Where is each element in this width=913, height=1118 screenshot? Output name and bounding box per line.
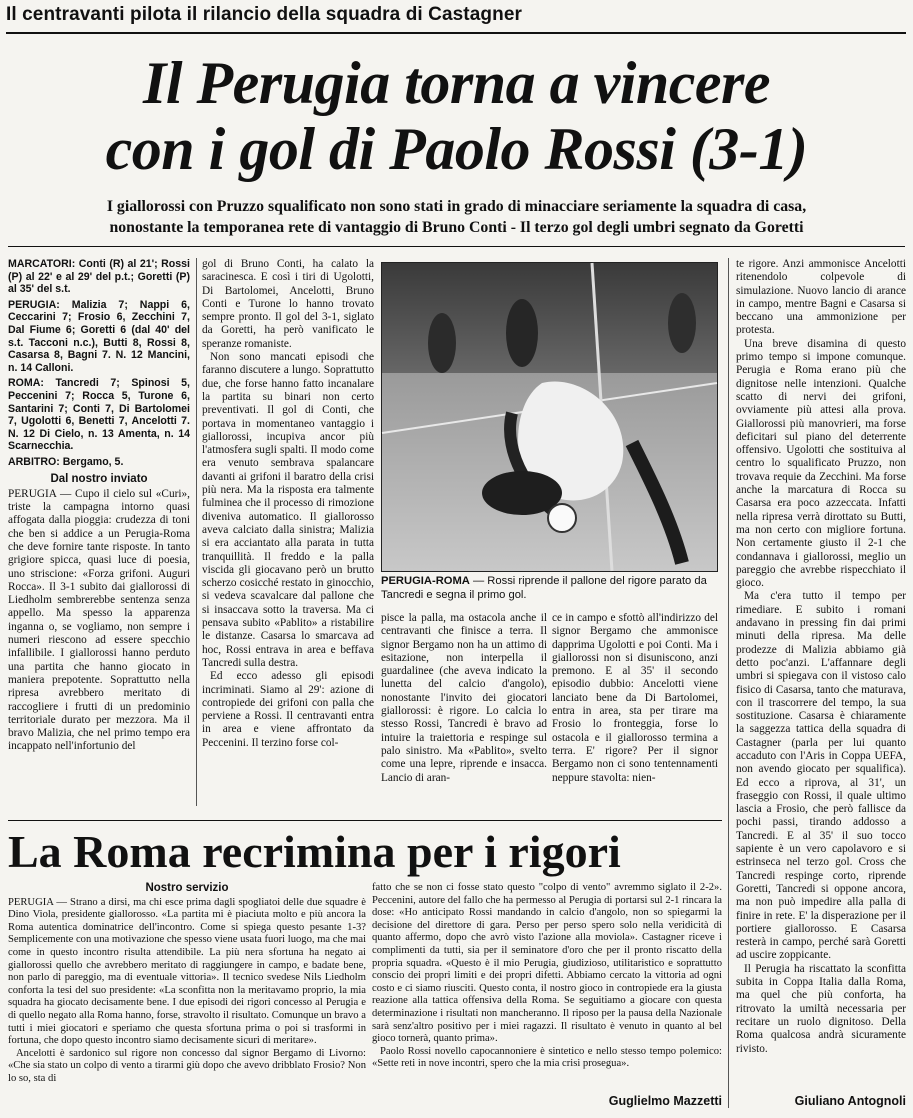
roma-lineup: Tancredi 7; Spinosi 5, Peccenini 7; Rocca 5, Turone 6, Santarini 7; Conti 7, Di Bartolomei 7, Ugolotti 6, Benetti 7, Ancelotti 7. N. 12 Di Cielo, n. 13 Amenta, n. 14 Scarnecchia. bbox=[8, 377, 190, 453]
referee: Bergamo, 5. bbox=[62, 455, 124, 468]
article-column-2 bbox=[202, 258, 374, 808]
caption-label: PERUGIA-ROMA bbox=[381, 575, 470, 587]
article-column-3 bbox=[381, 612, 547, 812]
caption-text: — Rossi riprende il pallone del rigore parato da Tancredi e segna il primo gol. bbox=[381, 575, 707, 601]
deck-rule bbox=[8, 246, 905, 247]
perugia-lineup: Malizia 7; Nappi 6, Ceccarini 7; Frosio 6, Zecchini 7, Dal Fiume 6; Goretti 6 (dal 40' del s.t. Tacconi n.c.), Butti 8, Rossi 8, Casarsa 8, Bagni 7. N. 12 Mancini, n. 14 Calloni. bbox=[8, 298, 190, 374]
main-headline bbox=[0, 50, 913, 182]
roma-label: ROMA: bbox=[8, 377, 44, 390]
referee-label: ARBITRO: bbox=[8, 455, 60, 468]
headline-line-2: con i gol di Paolo Rossi (3-1) bbox=[105, 116, 808, 182]
article2-signature: Guglielmo Mazzetti bbox=[608, 1094, 722, 1108]
article1-col1-text: PERUGIA — Cupo il cielo sul «Curi», triste la campagna intorno quasi affogata dalla pioggia: crudezza di toni che ben si addice a un Perugia-Roma che deve fornire tante risposte. In tanto grigiore spicca, quasi luce di poesia, uno striscione: «Forza grifoni. Auguri Rocca». Il 3-1 subito dai giallorossi di Liedholm sembrerebbe sentenza senza appello. Ma spesso la apparenza inganna o, se vogliamo, non sempre i numeri riescono ad essere specchio infallibile. I giallorossi hanno perduto una partita che hanno giocato in maniera prepotente. Soprattutto nella ripresa avrebbero meritato di raccogliere i frutti di un predominio territoriale durato per mezzora. Ma il bravo Malizia, che nel primo tempo era incappato nell'infortunio del bbox=[8, 487, 190, 753]
scorers: Conti (R) al 21'; Rossi (P) al 22' e al 29' del p.t.; Goretti (P) al 35' del s.t. bbox=[8, 258, 190, 296]
column-divider bbox=[196, 258, 197, 806]
scorers-label: MARCATORI: bbox=[8, 258, 76, 270]
subheadline bbox=[8, 196, 905, 238]
headline-line-1: Il Perugia torna a vincere bbox=[143, 50, 770, 116]
photo-scene-icon bbox=[382, 263, 717, 571]
article1-col5d-text: Il Perugia ha riscattato la sconfitta subita in Coppa Italia dalla Roma, ma quel che più conforta, ha ritrovato la umiltà necessaria per recitare un ruolo dignitoso. Della Roma qualcosa andrà sicuramente rivisto. bbox=[736, 962, 906, 1055]
correspondent-byline: Dal nostro inviato bbox=[50, 472, 148, 485]
story2-column-1 bbox=[8, 882, 366, 1118]
article-column-5 bbox=[736, 258, 906, 1088]
article1-col5a-text: te rigore. Anzi ammonisce Ancelotti ritenendolo colpevole di simulazione. Nuovo lancio di arance in campo, mentre Bagni e Casarsa si beccano una ammonizione per protesta. bbox=[736, 258, 906, 337]
article2-col1a-text: PERUGIA — Strano a dirsi, ma chi esce prima dagli spogliatoi delle due squadre è Dino Viola, presidente giallorosso. «La partita mi è piaciuta molto e più ancora la Roma autentica dominatrice dell'incontro. Come si spiega questo pesante 1-3? Semplicemente con una motivazione che spesso viene usata fuori luogo, ma che mai come in questo incontro risulta attendibile. La più nera sfortuna ha negato ai giallorossi quello che avrebbero meritato di raggiungere in campo, e badate bene, non parlo di pareggio, ma di eventuale vittoria». Il tecnico svedese Nils Liedholm conforta la tesi del suo presidente: «La sconfitta non la meritavamo proprio, la mia squadra ha giocato decisamente bene. I due episodi dei rigori concesso al Perugia e di quello negato alla Roma hanno, forse, stravolto il risultato. Comunque un bravo a tutti i miei giocatori e speriamo che questa sfortuna prima o poi si trasformi in fortuna, che dopo questo incontro siamo decisamente sicuri di meritare». bbox=[8, 896, 367, 1047]
article1-col2a-text: gol di Bruno Conti, ha calato la saracinesca. E così i tiri di Ugolotti, Di Bartolomei, Ancelotti, Bruno Conti e Turone lo hanno trovato sempre pronto. Il gol del 3-1, siglato da Goretti, ha però vanificato le speranze romaniste. bbox=[202, 258, 374, 350]
article-column-4 bbox=[552, 612, 718, 812]
article2-col1b-text: Ancelotti è sardonico sul rigore non concesso dal signor Bergamo di Livorno: «Che sia stato un colpo di vento a tirarmi giù dopo che avevo dribblato Frosio? Non lo so, sta di bbox=[8, 1047, 366, 1084]
section-kicker bbox=[6, 4, 906, 34]
perugia-label: PERUGIA: bbox=[8, 298, 60, 311]
article1-col5c-text: Ma c'era tutto il tempo per rimediare. E subito i romani andavano in pressing fin dai primi minuti della ripresa. Ma delle prodezze di Malizia abbiamo già detto poc'anzi. L'affannare degli umbri si spiegava con il vistoso calo fisico di Casarsa, tanto che maturava, con il trascorrere del tempo, la sua sostituzione. Casarsa è chiaramente la saggezza tattica della squadra di Castagner (parla per lui quanto accaduto con l'Aris in Coppa UEFA, non avendo giocato per squalifica). Ed ecco a riprova, al 31', un fraseggio con Rossi, il quale ultimo lascia a Frosio, che però fallisce da pochi passi, tirando addosso a Tancredi. E al 35' il suo tocco sapiente è un vero capolavoro e si estrinseca nel terzo gol. Cross che Tancredi respinge corto, riprende Goretti, Tancredi si oppone ancora, ma non può impedire alla palla di finire in rete. E' la disperazione per il portiere giallorosso. E Casarsa resterà in campo, perché sarà Goretti ad uscire zoppicante. bbox=[736, 590, 906, 962]
photo-caption bbox=[381, 575, 716, 602]
kicker-text: Il centravanti pilota il rilancio della squadra di Castagner bbox=[6, 4, 522, 25]
match-photo bbox=[381, 262, 718, 572]
story2-byline: Nostro servizio bbox=[145, 882, 229, 894]
column-divider bbox=[728, 258, 729, 1108]
match-stats bbox=[8, 258, 190, 469]
article1-col2b-text: Non sono mancati episodi che faranno discutere a lungo. Soprattutto due, che forse hanno fatto incanalare la partita su binari non certo preventivati. Il gol di Conti, che portava in momentaneo vantaggio i giallorossi, incupiva ancor più l'atmosfera sugli spalti. Il modo come era venuto sembrava spalancare davanti ai grifoni il baratro della crisi più nera. Ma la risposta era talmente fulminea che il processo di rimozione diveniva automatico. Il giallorosso aveva calciato dalla sinistra; Malizia si era acciantato alla parata in tutta tranquillità. Il freddo e la palla viscida gli giocavano però un brutto scherzo cosicché restato in ginocchio, si vedeva scavalcare dal pallone che si insaccava sotto la traversa. Ma ci pensava subito «Pablito» a ristabilire le distanze. Casarsa lo smarcava ad hoc, Rossi entrava in area e beffava Tancredi sulla destra. bbox=[202, 351, 374, 669]
subheadline-line-2: nonostante la temporanea rete di vantaggio di Bruno Conti - Il terzo gol degli umbri segnato da Goretti bbox=[109, 219, 804, 236]
article2-col2a-text: fatto che se non ci fosse stato questo "colpo di vento" avremmo siglato il 2-2». Peccenini, autore del fallo che ha permesso al Perugia di portarsi sul 2-1 rincara la dose: «Ho anticipato Rossi mandando in calcio d'angolo, non so spiegarmi la decisione del direttore di gara. Perso per perso spero solo nella veridicità di quanto affermo, dopo che avrò visto l'azione alla moviola». Castagner riceve i complimenti da tutti, sia per il seminatore d'oro che per il pronto riscatto della propria squadra. «Questo è il mio Perugia, giudizioso, utilitaristico e soprattutto conscio dei propri limiti e dei propri difetti. Abbiamo cercato la vittoria ad ogni costo e ci siamo riusciti. Questo conta, il nostro gioco in contropiede era la giusta reazione alla tattica offensiva della Roma. Se seguitiamo a giocare con questa determinazione i risultati non mancheranno. Il riposo per la pausa della Nazionale sarà senz'altro positivo per i miei ragazzi. Il risultato è venuto in quanto al bel gioco tornerà, quanto prima». bbox=[372, 882, 722, 1045]
article1-col2c-text: Ed ecco adesso gli episodi incriminati. Siamo al 29': azione di contropiede dei grifoni con palla che perviene a Rossi. Il centravanti entra in area e viene affrontato da Peccenini. Il terzino forse col- bbox=[202, 670, 374, 749]
article1-col3-text: pisce la palla, ma ostacola anche il centravanti che finisce a terra. Il signor Bergamo non ha un attimo di esitazione, non interpella il guardalinee (che aveva indicato la lunetta del calcio d'angolo), nonostante l'invito dei giocatori giallorossi: è rigore. Lo calcia lo stesso Rossi, Tancredi è bravo ad intuire la traiettoria e respinge sul palo sinistro. Ma «Pablito», svelto come una lepre, riprende e insacca. Lancio di aran- bbox=[381, 612, 547, 784]
story2-column-2 bbox=[372, 882, 722, 1070]
article1-col4-text: ce in campo e sfottò all'indirizzo del signor Bergamo che ammonisce dapprima Ugolotti e poi Conti. Ma i giallorossi non si disuniscono, anzi premono. E al 35' il secondo episodio dubbio: Ancelotti viene lanciato bene da Di Bartolomei, entra in area, sta per tirare ma Frosio lo fronteggia, forse lo ostacola e il giallorosso termina a terra. E' rigore? Per il signor Bergamo non ci sono tentennamenti neppure stavolta: nien- bbox=[552, 612, 718, 784]
article-column-1 bbox=[8, 258, 190, 808]
article1-col5b-text: Una breve disamina di questo primo tempo si impone comunque. Perugia e Roma erano più che dignitose nelle intenzioni. Qualche scatto di nervi dei grifoni, ovviamente più attesi alla prova. Giallorossi più manovrieri, ma forse deficitari sul piano del deterrente offensivo. Ugolotti che sostituiva al centro lo squalificato Pruzzo, non trovava requie da Zecchini. Ma forse anche la marcatura di Rocca su Casarsa era poco azzeccata. Infatti nella ripresa verrà dirottato su Butti, ma non certo con migliore fortuna. Non certamente giusto il 2-1 che condannava i giallorossi, meglio un pareggio che avrebbe rispecchiato il gioco. bbox=[736, 337, 906, 590]
subheadline-line-1: I giallorossi con Pruzzo squalificato non sono stati in grado di minacciare seriamente la squadra di casa, bbox=[106, 198, 807, 215]
second-headline: La Roma recrimina per i rigori bbox=[8, 826, 621, 877]
article2-col2b-text: Paolo Rossi novello capocannoniere è sintetico e nello stesso tempo polemico: «Sette reti in nove incontri, spero che la mia crisi prosegua». bbox=[372, 1045, 722, 1070]
article1-signature: Giuliano Antognoli bbox=[794, 1094, 906, 1108]
story2-rule bbox=[8, 820, 722, 821]
